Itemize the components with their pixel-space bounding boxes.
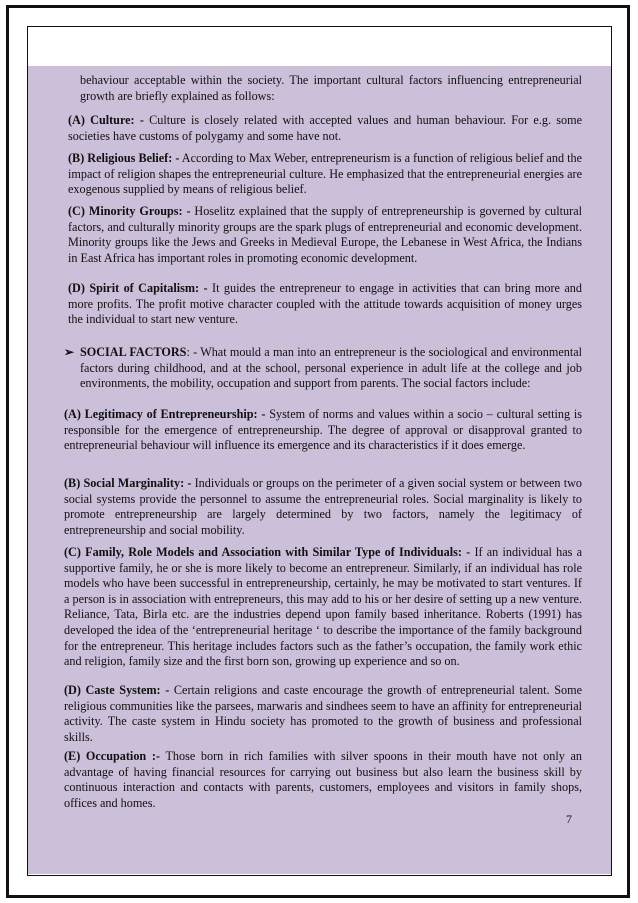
religious-heading: (B) Religious Belief: - — [68, 151, 180, 165]
minority-paragraph — [68, 204, 582, 266]
culture-heading: (A) Culture: - — [68, 113, 144, 127]
intro-paragraph — [80, 73, 582, 104]
minority-text: Hoselitz explained that the supply of entrepreneurship is governed by cultural factors, and culturally minority groups are the spark plugs of entrepreneurial and economic development. Minority groups like the Jews and Greeks in Medieval Europe, the Lebanese in West Africa, the Indians in East Africa has important roles in promoting economic development. — [68, 204, 582, 265]
occupation-paragraph — [64, 749, 582, 811]
legitimacy-heading: (A) Legitimacy of Entrepreneurship: - — [64, 407, 266, 421]
capitalism-text: It guides the entrepreneur to engage in activities that can bring more and more profits. The profit motive character coupled with the attitude towards acquisition of money urges the individual to start new venture. — [68, 281, 582, 327]
caste-paragraph — [64, 683, 582, 745]
legitimacy-paragraph — [64, 407, 582, 454]
marginality-text: Individuals or groups on the perimeter of a given social system or between two social systems provide the personnel to assume the entrepreneurial roles. Social marginality is likely to promote entrepreneurship are largely determined by two factors, namely the legitimacy of entrepreneurship and social mobility. — [64, 476, 582, 537]
page-number: 7 — [566, 812, 572, 826]
marginality-heading: (B) Social Marginality: - — [64, 476, 192, 490]
intro-text: behaviour acceptable within the society. The important cultural factors influencing entrepreneurial growth are briefly explained as follows: — [80, 73, 582, 103]
social-factors-text: : - What mould a man into an entrepreneur is the sociological and environmental factors during childhood, and at the school, personal experience in adult life at the college and job environments, the mobility, occupation and support from parents. The social factors include: — [80, 345, 582, 391]
legitimacy-text: System of norms and values within a socio – cultural setting is responsible for the emergence of entrepreneurship. The degree of approval or disapproval granted to entrepreneurial behaviour will influence its emergence and its characteristics if it does emerge. — [64, 407, 582, 453]
caste-text: Certain religions and caste encourage the growth of entrepreneurial talent. Some religious communities like the parsees, marwaris and sindhees seem to have an affinity for entrepreneurial activity. The caste system in Hindu society has promoted to the growth of business and professional skills. — [64, 683, 582, 744]
marginality-paragraph — [64, 476, 582, 538]
culture-text: Culture is closely related with accepted values and human behaviour. For e.g. some societies have customs of polygamy and some have not. — [68, 113, 582, 143]
caste-heading: (D) Caste System: - — [64, 683, 170, 697]
occupation-heading: (E) Occupation :- — [64, 749, 160, 763]
culture-paragraph — [68, 113, 582, 144]
family-paragraph — [64, 545, 582, 670]
occupation-text: Those born in rich families with silver spoons in their mouth have not only an advantage of having financial resources for carrying out business but also learn the business skill by continuous interaction and contacts with parents, customers, employees and visitors in family shops, offices and homes. — [64, 749, 582, 810]
religious-text: According to Max Weber, entrepreneurism is a function of religious belief and the impact of religion shapes the entrepreneurial culture. He emphasized that the entrepreneurial energies are exogenous supplied by means of religious belief. — [68, 151, 582, 197]
capitalism-paragraph — [68, 281, 582, 328]
social-factors-heading: SOCIAL FACTORS — [80, 345, 187, 359]
family-heading: (C) Family, Role Models and Association with Similar Type of Individuals: - — [64, 545, 471, 559]
minority-heading: (C) Minority Groups: - — [68, 204, 191, 218]
arrow-bullet-icon: ➢ — [64, 345, 75, 359]
capitalism-heading: (D) Spirit of Capitalism: - — [68, 281, 208, 295]
social-factors-paragraph — [64, 345, 582, 392]
religious-paragraph — [68, 151, 582, 198]
family-text: If an individual has a supportive family, he or she is more likely to become an entrepreneur. Similarly, if an individual has role models who have been successful in entrepreneurship, certainly, he may be motivated to start ventures. If a person is in association with entrepreneurs, this may add to his or her desire of setting up a new venture. Reliance, Tata, Birla etc. are the industries depend upon family based inheritance. Roberts (1991) has developed the idea of the ‘entrepreneurial heritage ‘ to describe the importance of the family background for the entrepreneur. This heritage includes factors such as the father’s occupation, the family work ethic and religion, family size and the first born son, growing up experience and so on. — [64, 545, 582, 669]
